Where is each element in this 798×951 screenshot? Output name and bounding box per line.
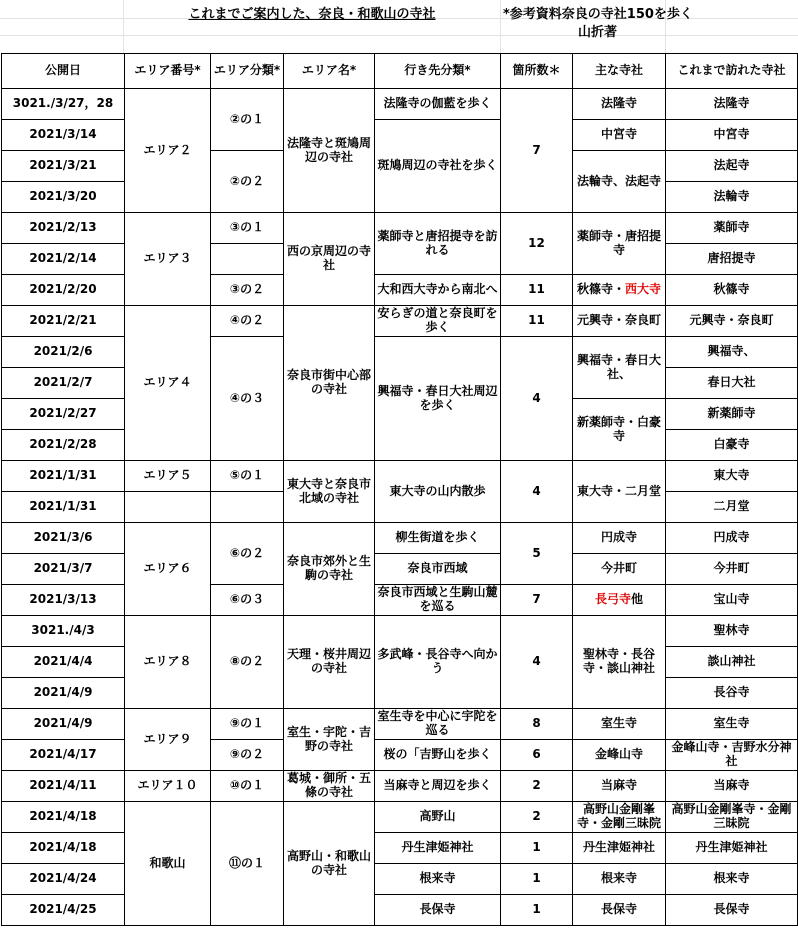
count-cell: 8 <box>501 709 573 740</box>
visited-cell: 円成寺 <box>666 523 798 554</box>
col-header-main-temples: 主な寺社 <box>573 54 666 89</box>
main-temple-cell: 高野山金剛峯寺・金剛三昧院 <box>573 802 666 833</box>
destination-cell: 奈良市西域と生駒山麓を巡る <box>375 585 501 616</box>
main-temple-cell: 金峰山寺 <box>573 740 666 771</box>
destination-cell: 丹生津姫神社 <box>375 833 501 864</box>
count-cell: 6 <box>501 740 573 771</box>
main-temple-cell: 室生寺 <box>573 709 666 740</box>
visited-cell: 法隆寺 <box>666 89 798 120</box>
count-cell: 1 <box>501 864 573 895</box>
count-cell: 2 <box>501 771 573 802</box>
area-name-cell: 法隆寺と斑鳩周辺の寺社 <box>284 89 375 213</box>
main-temple-cell: 法輪寺、法起寺 <box>573 151 666 213</box>
date-cell: 2021/3/21 <box>2 151 125 182</box>
date-cell: 2021/2/13 <box>2 213 125 244</box>
main-temple-cell: 聖林寺・長谷寺・談山神社 <box>573 616 666 709</box>
destination-cell: 薬師寺と唐招提寺を訪れる <box>375 213 501 275</box>
count-cell: 7 <box>501 585 573 616</box>
table-row <box>2 213 798 244</box>
visited-cell: 丹生津姫神社 <box>666 833 798 864</box>
faint-gridline <box>500 0 501 53</box>
table-row <box>2 740 798 771</box>
main-temple-cell: 当麻寺 <box>573 771 666 802</box>
visited-cell: 今井町 <box>666 554 798 585</box>
main-temple-cell: 新薬師寺・白豪寺 <box>573 399 666 461</box>
area-class-cell: ⑥の３ <box>211 585 284 616</box>
col-header-destination: 行き先分類* <box>375 54 501 89</box>
destination-cell: 桜の「吉野山を歩く <box>375 740 501 771</box>
destination-cell: 興福寺・春日大社周辺を歩く <box>375 337 501 461</box>
table-row <box>2 306 798 337</box>
main-temple-cell: 根来寺 <box>573 864 666 895</box>
visited-cell: 興福寺、 <box>666 337 798 368</box>
table-row <box>2 89 798 120</box>
visited-cell: 高野山金剛峯寺・金剛三昧院 <box>666 802 798 833</box>
main-temple-cell: 法隆寺 <box>573 89 666 120</box>
visited-cell: 新薬師寺 <box>666 399 798 430</box>
area-name-cell: 天理・桜井周辺の寺社 <box>284 616 375 709</box>
temple-table <box>1 53 798 926</box>
main-temple-cell: 薬師寺・唐招提寺 <box>573 213 666 275</box>
date-cell: 2021/4/25 <box>2 895 125 926</box>
destination-cell: 室生寺を中心に宇陀を巡る <box>375 709 501 740</box>
table-row <box>2 554 798 585</box>
destination-cell: 東大寺の山内散歩 <box>375 461 501 523</box>
date-cell: 2021/3/20 <box>2 182 125 213</box>
date-cell: 2021/1/31 <box>2 492 125 523</box>
main-temple-cell: 興福寺・春日大社、 <box>573 337 666 399</box>
count-cell: 11 <box>501 275 573 306</box>
highlighted-temple: 長弓寺 <box>594 592 631 607</box>
main-temple-cell: 元興寺・奈良町 <box>573 306 666 337</box>
visited-cell: 宝山寺 <box>666 585 798 616</box>
date-cell: 3021./3/27，28 <box>2 89 125 120</box>
main-temple-cell <box>573 275 666 306</box>
area-class-cell: ⑩の１ <box>211 771 284 802</box>
date-cell: 2021/2/6 <box>2 337 125 368</box>
date-cell: 2021/4/9 <box>2 678 125 709</box>
sheet-title: これまでご案内した、奈良・和歌山の寺社 <box>188 7 436 22</box>
table-row <box>2 864 798 895</box>
count-cell: 5 <box>501 523 573 585</box>
area-class-cell: ②の１ <box>211 89 284 151</box>
main-temple-cell: 東大寺・二月堂 <box>573 461 666 523</box>
area-class-cell <box>211 244 284 275</box>
date-cell: 2021/4/9 <box>2 709 125 740</box>
table-row <box>2 895 798 926</box>
visited-cell: 白豪寺 <box>666 430 798 461</box>
visited-cell: 室生寺 <box>666 709 798 740</box>
table-row <box>2 802 798 833</box>
main-temple-text: 秋篠寺・ <box>576 282 625 297</box>
col-header-date: 公開日 <box>2 54 125 89</box>
date-cell: 2021/1/31 <box>2 461 125 492</box>
count-cell: 4 <box>501 616 573 709</box>
date-cell: 2021/2/20 <box>2 275 125 306</box>
main-temple-text: 他 <box>631 592 644 607</box>
visited-cell: 根来寺 <box>666 864 798 895</box>
visited-cell: 当麻寺 <box>666 771 798 802</box>
date-cell: 2021/4/17 <box>2 740 125 771</box>
date-cell: 2021/4/4 <box>2 647 125 678</box>
main-temple-cell <box>573 585 666 616</box>
visited-cell: 金峰山寺・吉野水分神社 <box>666 740 798 771</box>
area-number-cell: エリア９ <box>125 709 211 771</box>
table-row <box>2 833 798 864</box>
faint-gridline <box>0 35 798 36</box>
area-name-cell: 葛城・御所・五條の寺社 <box>284 771 375 802</box>
destination-cell: 高野山 <box>375 802 501 833</box>
area-name-cell: 奈良市街中心部の寺社 <box>284 306 375 461</box>
visited-cell: 長保寺 <box>666 895 798 926</box>
area-name-cell: 東大寺と奈良市北域の寺社 <box>284 461 375 523</box>
visited-cell: 中宮寺 <box>666 120 798 151</box>
visited-cell: 秋篠寺 <box>666 275 798 306</box>
area-class-cell: ⑤の１ <box>211 461 284 492</box>
count-cell: 4 <box>501 461 573 523</box>
reference-note: *参考資料奈良の寺社150を歩く <box>503 7 693 22</box>
table-row <box>2 709 798 740</box>
destination-cell: 斑鳩周辺の寺社を歩く <box>375 120 501 213</box>
count-cell: 11 <box>501 306 573 337</box>
highlighted-temple: 西大寺 <box>625 282 662 297</box>
count-cell: 12 <box>501 213 573 275</box>
area-class-cell: ⑨の１ <box>211 709 284 740</box>
area-name-cell: 高野山・和歌山の寺社 <box>284 802 375 926</box>
area-name-cell: 奈良市郊外と生駒の寺社 <box>284 523 375 616</box>
date-cell: 2021/4/18 <box>2 833 125 864</box>
table-row <box>2 275 798 306</box>
area-class-cell: ⑥の２ <box>211 523 284 585</box>
date-cell: 2021/3/13 <box>2 585 125 616</box>
date-cell: 2021/3/14 <box>2 120 125 151</box>
area-class-cell: ③の１ <box>211 213 284 244</box>
faint-gridline <box>123 0 124 53</box>
area-number-cell: エリア３ <box>125 213 211 306</box>
main-temple-cell: 丹生津姫神社 <box>573 833 666 864</box>
area-class-cell: ④の２ <box>211 306 284 337</box>
count-cell: 7 <box>501 89 573 213</box>
visited-cell: 聖林寺 <box>666 616 798 647</box>
date-cell: 2021/2/28 <box>2 430 125 461</box>
destination-cell: 根来寺 <box>375 864 501 895</box>
area-number-cell: エリア６ <box>125 523 211 616</box>
area-class-cell: ③の２ <box>211 275 284 306</box>
table-row <box>2 523 798 554</box>
area-class-cell: ④の３ <box>211 337 284 461</box>
table-row <box>2 461 798 492</box>
area-name-cell: 室生・宇陀・吉野の寺社 <box>284 709 375 771</box>
count-cell: 2 <box>501 802 573 833</box>
author-note: 山折著 <box>578 25 618 40</box>
table-row <box>2 120 798 151</box>
area-number-cell: エリア４ <box>125 306 211 461</box>
area-number-cell: エリア２ <box>125 89 211 213</box>
header-row <box>2 54 798 89</box>
destination-cell: 当麻寺と周辺を歩く <box>375 771 501 802</box>
area-class-cell: ②の２ <box>211 151 284 213</box>
area-number-cell: エリア８ <box>125 616 211 709</box>
main-temple-cell: 長保寺 <box>573 895 666 926</box>
main-temple-cell: 中宮寺 <box>573 120 666 151</box>
visited-cell: 談山神社 <box>666 647 798 678</box>
destination-cell: 大和西大寺から南北へ <box>375 275 501 306</box>
table-row <box>2 585 798 616</box>
area-number-cell: エリア５ <box>125 461 211 492</box>
visited-cell: 二月堂 <box>666 492 798 523</box>
area-class-cell: ⑨の２ <box>211 740 284 771</box>
date-cell: 3021./4/3 <box>2 616 125 647</box>
date-cell: 2021/4/11 <box>2 771 125 802</box>
destination-cell: 柳生街道を歩く <box>375 523 501 554</box>
table-row <box>2 616 798 647</box>
col-header-area-number: エリア番号* <box>125 54 211 89</box>
date-cell: 2021/2/27 <box>2 399 125 430</box>
destination-cell: 多武峰・長谷寺へ向かう <box>375 616 501 709</box>
date-cell: 2021/2/21 <box>2 306 125 337</box>
area-number-cell: エリア１０ <box>125 771 211 802</box>
visited-cell: 唐招提寺 <box>666 244 798 275</box>
visited-cell: 春日大社 <box>666 368 798 399</box>
date-cell: 2021/4/18 <box>2 802 125 833</box>
col-header-count: 箇所数＊ <box>501 54 573 89</box>
main-temple-cell: 今井町 <box>573 554 666 585</box>
visited-cell: 法起寺 <box>666 151 798 182</box>
destination-cell: 安らぎの道と奈良町を歩く <box>375 306 501 337</box>
destination-cell: 法隆寺の伽藍を歩く <box>375 89 501 120</box>
date-cell: 2021/3/7 <box>2 554 125 585</box>
table-row <box>2 771 798 802</box>
date-cell: 2021/4/24 <box>2 864 125 895</box>
visited-cell: 元興寺・奈良町 <box>666 306 798 337</box>
visited-cell: 東大寺 <box>666 461 798 492</box>
date-cell: 2021/3/6 <box>2 523 125 554</box>
count-cell: 1 <box>501 833 573 864</box>
area-class-cell: ⑪の１ <box>211 802 284 926</box>
col-header-area-name: エリア名* <box>284 54 375 89</box>
destination-cell: 長保寺 <box>375 895 501 926</box>
table-row <box>2 337 798 368</box>
date-cell: 2021/2/7 <box>2 368 125 399</box>
date-cell: 2021/2/14 <box>2 244 125 275</box>
visited-cell: 法輪寺 <box>666 182 798 213</box>
area-class-cell: ⑧の２ <box>211 616 284 709</box>
visited-cell: 薬師寺 <box>666 213 798 244</box>
col-header-visited: これまで訪れた寺社 <box>666 54 798 89</box>
col-header-area-class: エリア分類* <box>211 54 284 89</box>
area-name-cell: 西の京周辺の寺社 <box>284 213 375 306</box>
main-temple-cell: 円成寺 <box>573 523 666 554</box>
area-class-cell <box>211 492 284 523</box>
count-cell: 4 <box>501 337 573 461</box>
destination-cell: 奈良市西域 <box>375 554 501 585</box>
area-number-cell <box>125 492 211 523</box>
area-number-cell: 和歌山 <box>125 802 211 926</box>
visited-cell: 長谷寺 <box>666 678 798 709</box>
count-cell: 1 <box>501 895 573 926</box>
